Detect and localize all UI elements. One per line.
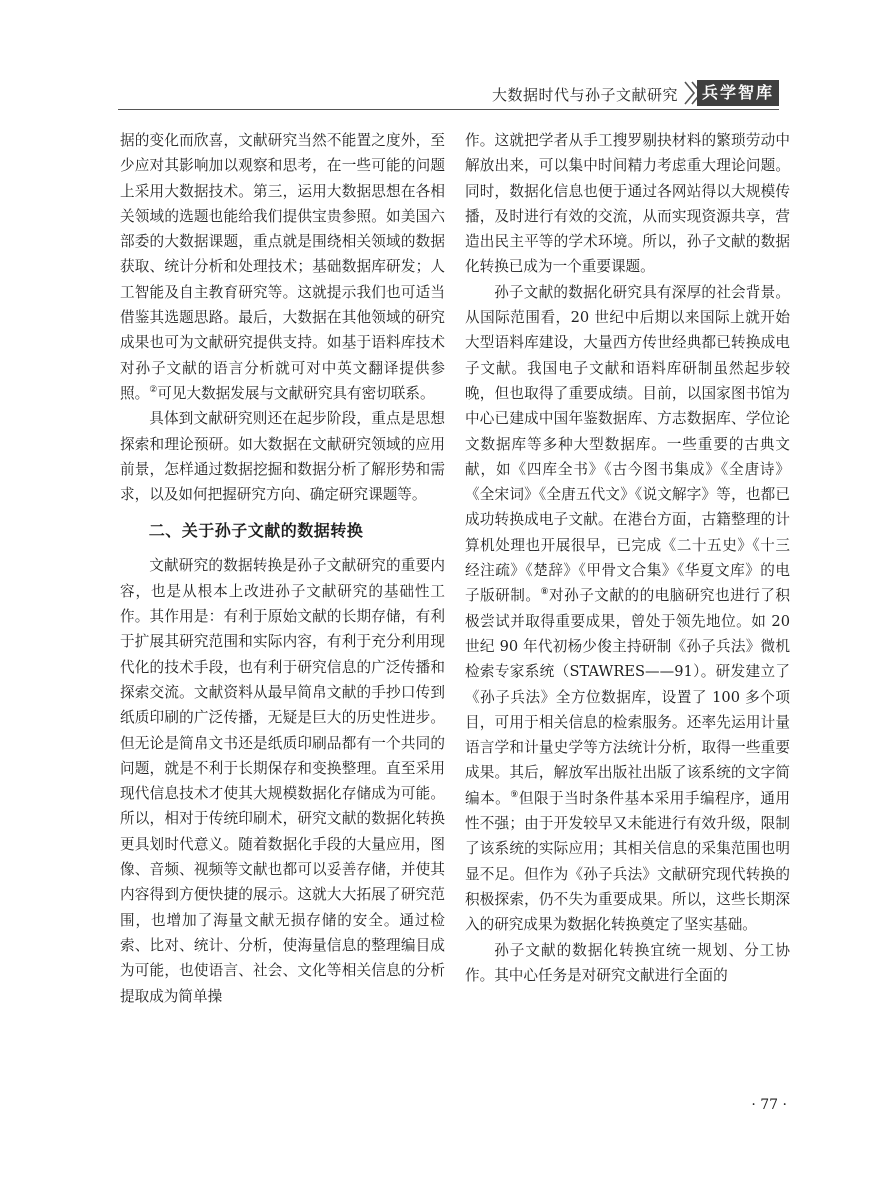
footnote-marker[interactable]: ⑧ [540, 587, 550, 598]
paragraph: 孙子文献的数据化转换宜统一规划、分工协作。其中心任务是对研究文献进行全面的 [465, 941, 790, 984]
running-header [0, 78, 890, 110]
paragraph: 孙子文献的数据化研究具有深厚的社会背景。从国际范围看，20 世纪中后期以来国际上就开始大型语料库建设，大量西方传世经典都已转换成电子文献。我国电子文献和语料库研制虽然起步较晚，但也取得了重要成绩。目前，以国家图书馆为中心已建成中国年鉴数据库、方志数据库、学位论文数据库等多种大型数据库。一些重要的古典文献，如《四库全书》《古今图书集成》《全唐诗》《全宋词》《全唐五代文》《说文解字》等，也都已成功转换成电子文献。在港台方面，古籍整理的计算机处理也开展很早，已完成《二十五史》《十三经注疏》《楚辞》《甲骨文合集》《华夏文库》的电子版研制。⑧对孙子文献的的电脑研究也进行了积极尝试并取得重要成果，曾处于领先地位。如 20 世纪 90 年代初杨少俊主持研制《孙子兵法》微机检索专家系统（STAWRES——91）。研发建立了《孙子兵法》全方位数据库，设置了 100 多个项目，可用于相关信息的检索服务。还率先运用计量语言学和计量史学等方法统计分析，取得一些重要成果。其后，解放军出版社出版了该系统的文字简编本。⑨但限于当时条件基本采用手编程序，通用性不强；由于开发较早又未能进行有效升级，限制了该系统的实际应用；其相关信息的采集范围也明显不足。但作为《孙子兵法》文献研究现代转换的积极探索，仍不失为重要成果。所以，这些长期深入的研究成果为数据化转换奠定了坚实基础。 [465, 283, 790, 934]
paragraph: 具体到文献研究则还在起步阶段，重点是思想探索和理论预研。如大数据在文献研究领域的应用前景，怎样通过数据挖掘和数据分析了解形势和需求，以及如何把握研究方向、确定研究课题等。 [120, 410, 445, 504]
paragraph: 文献研究的数据转换是孙子文献研究的重要内容，也是从根本上改进孙子文献研究的基础性工作。其作用是：有利于原始文献的长期存储，有利于扩展其研究范围和实际内容，有利于充分利用现代化的技术手段，也有利于研究信息的广泛传播和探索交流。文献资料从最早简帛文献的手抄口传到纸质印刷的广泛传播，无疑是巨大的历史性进步。但无论是简帛文书还是纸质印刷品都有一个共同的问题，就是不利于长期保存和变换整理。直至采用现代信息技术才使其大规模数据化存储成为可能。所以，相对于传统印刷术，研究文献的数据化转换更具划时代意义。随着数据化手段的大量应用，图像、音频、视频等文献也都可以妥善存储，并使其内容得到方便快捷的展示。这就大大拓展了研究范围，也增加了海量文献无损存储的安全。通过检索、比对、统计、分析，使海量信息的整理编目成为可能，也使语言、社会、文化等相关信息的分析提取成为简单操 [120, 557, 445, 1005]
running-header-title: 大数据时代与孙子文献研究 [491, 86, 678, 104]
section-heading: 二、关于孙子文献的数据转换 [148, 521, 364, 541]
paragraph: 作。这就把学者从手工搜罗剔抉材料的繁琐劳动中解放出来，可以集中时间精力考虑重大理论问题。同时，数据化信息也便于通过各网站得以大规模传播，及时进行有效的交流，从而实现资源共享，营造出民主平等的学术环境。所以，孙子文献的数据化转换已成为一个重要课题。 [465, 132, 790, 276]
footnote-marker[interactable]: ⑨ [510, 789, 519, 800]
footnote-marker[interactable]: ② [149, 384, 158, 395]
left-column [120, 128, 445, 1009]
header-divider [118, 109, 779, 110]
right-column [465, 128, 790, 988]
page-number: · 77 · [751, 1097, 787, 1113]
paragraph: 据的变化而欣喜，文献研究当然不能置之度外，至少应对其影响加以观察和思考，在一些可能的问题上采用大数据技术。第三，运用大数据思想在各相关领域的选题也能给我们提供宝贵参照。如美国六部委的大数据课题，重点就是围绕相关领域的数据获取、统计分析和处理技术；基础数据库研发；人工智能及自主教育研究等。这就提示我们也可适当借鉴其选题思路。最后，大数据在其他领域的研究成果也可为文献研究提供支持。如基于语料库技术对孙子文献的语言分析就可对中英文翻译提供参照。②可见大数据发展与文献研究具有密切联系。 [120, 132, 445, 402]
journal-section-banner: 兵学智库 [697, 80, 779, 106]
